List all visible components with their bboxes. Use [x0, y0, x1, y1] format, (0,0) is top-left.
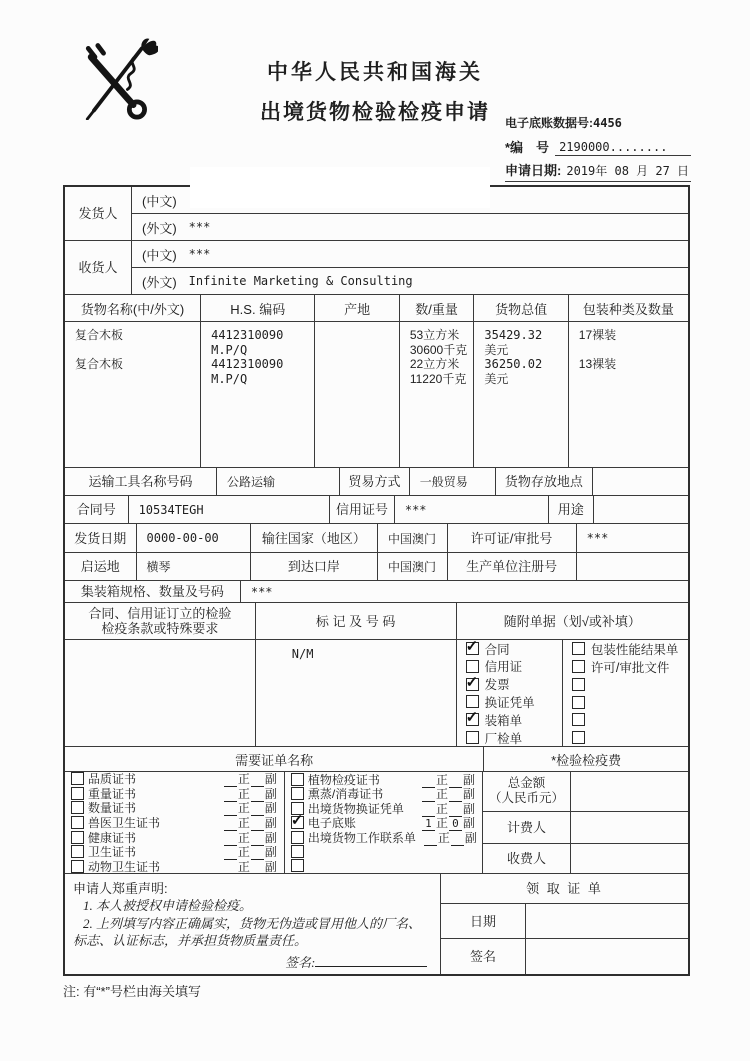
doc-item-invoice — [457, 675, 562, 693]
doc-item-blank-1 — [563, 676, 688, 694]
cert-label-health: 健康证书 — [88, 830, 137, 845]
header-info — [505, 114, 691, 182]
doc-item-blank-3 — [563, 711, 688, 729]
goods-qty-1: 53立方米 — [409, 328, 460, 342]
clause-title-line1: 合同、信用证订立的检验 — [88, 606, 232, 621]
cert-label-work-contact: 出境货物工作联系单 — [307, 830, 416, 845]
certs-left-column — [65, 772, 285, 873]
cert-label-plant-quarantine: 植物检疫证书 — [307, 772, 380, 787]
credit-label: 信用证号 — [330, 496, 395, 523]
storage-label: 货物存放地点 — [496, 468, 592, 495]
cert-checkbox-veterinary — [71, 816, 84, 829]
cert-checkbox-health — [71, 831, 84, 844]
goods-header-row — [65, 295, 688, 322]
goods-hs-cell — [201, 322, 315, 467]
consignee-foreign-value: Infinite Marketing & Consulting — [188, 274, 413, 288]
cert-item-exchange-voucher: 出境货物换证凭单 正 副 — [285, 801, 482, 816]
cert-item-animal-health: 动物卫生证书 正 副 — [65, 859, 284, 873]
goods-hs-2: 4412310090 — [211, 357, 284, 371]
goods-quantity-cell — [400, 322, 475, 467]
cert-checkbox-quantity — [71, 801, 84, 814]
goods-value-cell — [474, 322, 568, 467]
goods-qty-1b: 30600千克 — [409, 342, 468, 357]
goods-qty-2: 22立方米 — [409, 357, 460, 371]
cert-item-plant-quarantine: 植物检疫证书 正 副 — [285, 772, 482, 787]
cert-checkbox-blank-2 — [291, 859, 304, 872]
departure-label: 启运地 — [65, 553, 137, 580]
doc-checkbox-contract — [466, 642, 479, 655]
cert-item-electronic-ledger: ✓ 电子底账 1 正 0 副 — [285, 816, 482, 831]
application-date-line — [505, 156, 691, 182]
cert-item-work-contact: 出境货物工作联系单 正 副 — [285, 830, 482, 845]
fee-collector-label: 收费人 — [483, 844, 571, 873]
goods-value-2b: 美元 — [484, 371, 509, 386]
cert-label-quality: 品质证书 — [88, 772, 137, 787]
consignee-foreign-row — [132, 268, 688, 294]
declaration-cell — [65, 874, 441, 974]
footnote: 注: 有“*”号栏由海关填写 — [63, 984, 201, 999]
goods-header-name: 货物名称(中/外文) — [65, 295, 201, 321]
cert-item-blank-2 — [285, 859, 482, 873]
clause-title-line2: 检疫条款或特殊要求 — [101, 621, 219, 636]
doc-item-contract — [457, 640, 562, 657]
cert-label-sanitary: 卫生证书 — [88, 845, 137, 860]
goods-value-2: 36250.02 — [484, 357, 543, 371]
consignor-foreign-row — [132, 214, 688, 240]
special-header-row — [65, 603, 688, 640]
doc-checkbox-packing-list — [466, 713, 479, 726]
doc-item-blank-4 — [563, 728, 688, 746]
consignee-row — [65, 241, 688, 295]
chinese-label: (中文) — [142, 193, 177, 209]
serial-number-value: 2190000........ — [555, 140, 691, 156]
ship-date-row — [65, 524, 688, 553]
consignee-label: 收货人 — [65, 241, 132, 294]
doc-label-packing-list: 装箱单 — [484, 713, 523, 728]
goods-origin-cell — [315, 322, 399, 467]
goods-header-packing: 包装种类及数量 — [582, 301, 674, 317]
doc-item-packing-list — [457, 711, 562, 729]
doc-checkbox-blank-3 — [572, 713, 585, 726]
contract-label: 合同号 — [65, 496, 129, 523]
goods-hs-1b: M.P/Q — [211, 342, 248, 357]
fee-title: *检验检疫费 — [551, 752, 622, 768]
doc-checkbox-factory-report — [466, 731, 479, 744]
clause-title — [65, 603, 256, 639]
doc-item-blank-2 — [563, 693, 688, 711]
transport-row — [65, 468, 688, 496]
cert-item-veterinary: 兽医卫生证书 正 副 — [65, 815, 284, 830]
pickup-date-label: 日期 — [441, 904, 526, 939]
trade-mode-value: 一般贸易 — [410, 468, 496, 495]
use-label: 用途 — [549, 496, 594, 523]
goods-qty-2b: 11220千克 — [409, 371, 467, 386]
container-row — [65, 581, 688, 603]
cert-checkbox-animal-health — [71, 860, 84, 873]
transport-label: 运输工具名称号码 — [65, 468, 217, 495]
cert-checkbox-sanitary — [71, 845, 84, 858]
doc-item-factory-report — [457, 729, 562, 746]
doc-checkbox-blank-2 — [572, 696, 585, 709]
doc-checkbox-packing-performance — [572, 642, 585, 655]
container-value: *** — [250, 584, 273, 599]
doc-label-packing-performance: 包装性能结果单 — [590, 642, 679, 657]
doc-label-license: 许可/审批文件 — [590, 660, 670, 675]
goods-header-value: 货物总值 — [474, 295, 568, 321]
doc-checkbox-invoice — [466, 678, 479, 691]
fee-section — [483, 772, 688, 873]
goods-body-row — [65, 322, 688, 468]
form-title: 中华人民共和国海关 — [267, 61, 483, 84]
doc-checkbox-blank-4 — [572, 731, 585, 744]
cert-item-health: 健康证书 正 副 — [65, 830, 284, 845]
cert-item-quantity: 数量证书 正 副 — [65, 801, 284, 816]
serial-number-line — [505, 132, 691, 156]
ledger-number-value: 4456 — [593, 116, 622, 130]
cert-checkbox-weight — [71, 787, 84, 800]
cert-item-fumigation: 熏蒸/消毒证书 正 副 — [285, 787, 482, 802]
certs-body-row — [65, 772, 688, 874]
doc-checkbox-blank-1 — [572, 678, 585, 691]
application-date-label: 申请日期: — [505, 163, 562, 178]
cert-label-electronic-ledger: 电子底账 — [307, 816, 356, 831]
clause-value — [65, 640, 256, 746]
application-date-value: 2019年 08 月 27 日 — [566, 164, 690, 178]
consignor-foreign-value: *** — [188, 220, 211, 234]
declaration-sign-label: 签名: — [285, 954, 316, 970]
docs-left-column — [457, 640, 563, 746]
doc-label-factory-report: 厂检单 — [484, 731, 523, 746]
fee-biller-value — [571, 812, 688, 843]
foreign-label: (外文) — [142, 220, 177, 236]
pickup-section — [441, 874, 688, 974]
ledger-number-line — [505, 114, 691, 132]
goods-value-1b: 美元 — [484, 342, 509, 357]
goods-header-origin: 产地 — [315, 295, 399, 321]
consignee-chinese-value: *** — [188, 247, 211, 261]
cert-label-quantity: 数量证书 — [88, 801, 137, 816]
cert-item-quality: 品质证书 正 副 — [65, 772, 284, 786]
declaration-line-2: 2. 上列填写内容正确属实，货物无伪造或冒用他人的厂名、 — [83, 915, 422, 931]
marks-value-cell — [256, 640, 457, 746]
marks-title: 标 记 及 号 码 — [256, 603, 457, 639]
doc-checkbox-credit — [466, 660, 479, 673]
departure-row — [65, 553, 688, 581]
contract-value: 10534TEGH — [129, 496, 331, 523]
cert-label-fumigation: 熏蒸/消毒证书 — [307, 787, 384, 802]
destination-value: 中国澳门 — [378, 524, 448, 552]
cert-item-blank-1 — [285, 845, 482, 859]
cert-checkbox-blank-1 — [291, 845, 304, 858]
doc-checkbox-license — [572, 660, 585, 673]
ship-date-value: 0000-00-00 — [137, 524, 251, 552]
pickup-date-value — [526, 904, 688, 939]
fee-collector-row — [483, 844, 688, 873]
marks-value: N/M — [291, 647, 314, 661]
producer-reg-value — [577, 553, 688, 580]
special-body-row — [65, 640, 688, 747]
doc-label-invoice: 发票 — [484, 678, 510, 693]
consignee-values — [132, 241, 688, 294]
form-subtitle: 出境货物检验检疫申请 — [260, 101, 490, 124]
pickup-date-row — [441, 904, 688, 940]
cert-checkbox-quality — [71, 772, 84, 785]
certs-title: 需要证单名称 — [65, 747, 484, 771]
fee-collector-value — [571, 844, 688, 873]
cert-item-weight: 重量证书 正 副 — [65, 786, 284, 801]
cert-label-exchange-voucher: 出境货物换证凭单 — [307, 801, 404, 816]
doc-item-license — [563, 658, 688, 676]
pickup-title: 领 取 证 单 — [441, 874, 688, 904]
contract-row — [65, 496, 688, 524]
trade-mode-label: 贸易方式 — [340, 468, 410, 495]
container-label: 集装箱规格、数量及号码 — [65, 581, 241, 602]
certs-right-column — [285, 772, 483, 873]
goods-header-hs: H.S. 编码 — [201, 295, 315, 321]
declaration-line-3: 标志、认证标志，并承担货物质量责任。 — [73, 933, 308, 948]
goods-hs-1: 4412310090 — [211, 328, 284, 342]
fee-biller-row — [483, 812, 688, 844]
storage-value — [593, 468, 688, 495]
goods-header-quantity: 数/重量 — [400, 295, 475, 321]
fee-total-row — [483, 772, 688, 812]
fee-total-value — [571, 772, 688, 811]
cert-checkbox-work-contact — [291, 831, 304, 844]
goods-pack-2: 13裸装 — [578, 357, 617, 371]
credit-value: *** — [395, 496, 549, 523]
cert-label-veterinary: 兽医卫生证书 — [88, 816, 161, 831]
docs-right-column — [563, 640, 688, 746]
cert-ledger-orig-count: 1 — [422, 817, 435, 831]
transport-value: 公路运输 — [217, 468, 340, 495]
departure-value: 横琴 — [137, 553, 251, 580]
bottom-row — [65, 874, 688, 974]
consignor-label: 发货人 — [65, 187, 132, 240]
certs-header-row — [65, 747, 688, 772]
use-value — [594, 496, 688, 523]
destination-label: 输往国家（地区） — [251, 524, 378, 552]
cert-checkbox-plant-quarantine — [291, 773, 304, 786]
pickup-sign-label: 签名 — [441, 939, 526, 974]
declaration-sign-blank — [315, 953, 427, 967]
doc-label-contract: 合同 — [484, 642, 510, 657]
fee-total-label: 总金额 （人民币元） — [483, 772, 571, 811]
accompanying-docs-title: 随附单据（划√或补填） — [503, 613, 641, 629]
cert-item-sanitary: 卫生证书 正 副 — [65, 844, 284, 859]
serial-number-label: *编 号 — [505, 140, 550, 155]
goods-name-2: 复合木板 — [75, 357, 124, 371]
goods-pack-1: 17裸装 — [578, 328, 617, 342]
arrival-port-label: 到达口岸 — [251, 553, 378, 580]
doc-label-voucher: 换证凭单 — [484, 695, 535, 710]
cert-ledger-copy-count: 0 — [449, 817, 462, 831]
ledger-number-label: 电子底账数据号: — [505, 116, 593, 130]
arrival-port-value: 中国澳门 — [378, 553, 448, 580]
producer-reg-label: 生产单位注册号 — [448, 553, 577, 580]
cert-label-weight: 重量证书 — [88, 786, 137, 801]
consignee-chinese-row — [132, 241, 688, 268]
goods-value-1: 35429.32 — [484, 328, 543, 342]
form-table — [63, 185, 690, 976]
declaration-sign-line — [285, 952, 432, 971]
goods-hs-2b: M.P/Q — [211, 371, 248, 386]
doc-item-packing-performance — [563, 640, 688, 658]
foreign-label: (外文) — [142, 274, 177, 290]
cert-checkbox-electronic-ledger — [291, 816, 304, 829]
doc-label-credit: 信用证 — [484, 660, 523, 675]
declaration-line-1: 1. 本人被授权申请检验检疫。 — [83, 898, 253, 913]
permit-value: *** — [586, 531, 609, 545]
redaction-overlay — [190, 167, 490, 208]
pickup-sign-row — [441, 939, 688, 974]
permit-label: 许可证/审批号 — [448, 524, 577, 552]
doc-checkbox-voucher — [466, 695, 479, 708]
ship-date-label: 发货日期 — [65, 524, 137, 552]
goods-packing-cell — [569, 322, 688, 467]
declaration-title: 申请人郑重声明: — [73, 881, 168, 896]
pickup-sign-value — [526, 939, 688, 974]
chinese-label: (中文) — [142, 247, 177, 263]
cert-label-animal-health: 动物卫生证书 — [88, 859, 161, 873]
goods-name-1: 复合木板 — [75, 328, 124, 342]
fee-biller-label: 计费人 — [483, 812, 571, 843]
goods-name-cell — [65, 322, 201, 467]
cert-checkbox-fumigation — [291, 787, 304, 800]
